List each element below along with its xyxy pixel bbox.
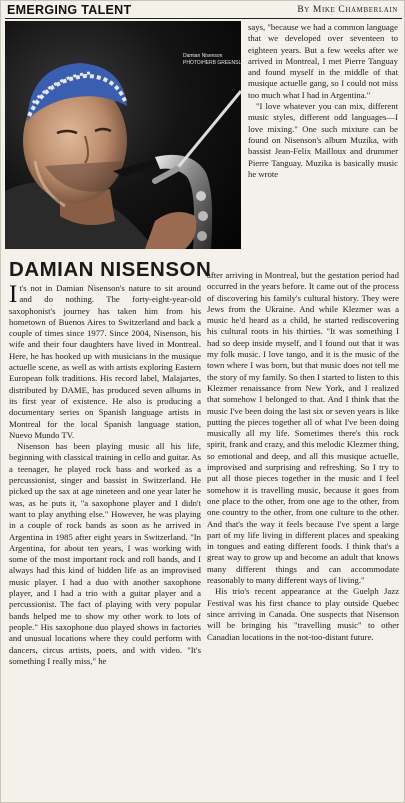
paragraph: His trio's recent appearance at the Guelph Jazz Festival was his first chance to play outside Quebec since arriving in Canada. One suspects that Nisenson will be bringing his "travelling music" to other Canadian locations in the not-too-distant future.	[207, 586, 399, 642]
portrait-photo	[5, 21, 252, 249]
paragraph	[9, 283, 201, 441]
paragraph: says, "because we had a common language that we developed over seventeen to eighteen years. But a few weeks after we arrived in Montreal, I met Pierre Tanguay and found myself in the middle of that musique actuelle gang, so I could not miss too much what I had in Argentina."	[248, 22, 398, 100]
article-column-left	[9, 283, 201, 799]
photo-caption-credit: PHOTO/HERB GREENSLADE	[183, 59, 252, 66]
article-column-top-right	[248, 22, 398, 268]
paragraph: after arriving in Montreal, but the gestation period had occurred in the years before. It came out of the process of discovering his family's cultural history. They were Jews from the Ukraine. And while Klezmer was a music he'd heard as a child, he started rediscovering his cultural roots in his thirties. "It was something I had so deep inside myself, and I found out that it was my folk music. I love tango, and it is the music of the town where I was born, but that music does not tell me the story of my family. So then I started to listen to this Klezmer renaissance from New York, and I realized that somehow I belonged to that. And I think that the music I've been doing the last six or seven years is like putting the pieces together all of what I've been doing musically all my life. Sometimes there's this rock spirit, frank and crazy, and this melodic Klezmer thing, so emotional and deep, and all this musique actuelle, improvised and surprising and refreshing. So I try to put all those pieces together in the music and I feel somehow it is travelling music, because it goes from one place to the other, from one age to the other, from one country to the other, from one culture to the other. And that's the way it feels because I've spent a large part of my life living in different places and speaking in tongues and eating different foods. I think that's a great way to grow up and become an adult that knows many different things and can accommodate reasonably to many different ways of living."	[207, 270, 399, 586]
section-title: EMERGING TALENT	[7, 3, 132, 17]
article-title: DAMIAN NISENSON	[9, 258, 212, 281]
photo-caption	[183, 53, 253, 66]
page-header	[5, 3, 402, 19]
byline: By Mike Chamberlain	[297, 5, 398, 15]
drop-cap: I	[9, 281, 18, 308]
paragraph: Nisenson has been playing music all his life, beginning with classical training in cello and guitar. As a teenager, he played rock bass and worked as a percussionist, singer and bassist in Switzerland. He picked up the sax at age nineteen and one year later he was, as he puts it, "a saxophone player and I didn't want to play anything else." However, he was playing in a couple of rock bands as soon as he arrived in Argentina in 1985 after eight years in Switzerland. "In Argentina, for about ten years, I was working with some of the most important rock and roll bands, and I always had this kind of hidden life as an improvised music player. I had a duo with another saxophone player, and I had a trio with a guitar player and a percussionist. The fact of playing with very popular bands helped me to show my other work to lots of people." His saxophone duo played shows in factories and unusual locations where they could perform with dancers, circus artists, poets, and with video. "It's something I really miss," he	[9, 441, 201, 666]
article-column-right	[207, 270, 399, 799]
paragraph: "I love whatever you can mix, different music styles, different odd languages—I love mixing." One such mixture can be found on Nisenson's album Muzika, with bassist Jean-Felix Mailloux and drummer Pierre Tanguay. Muzika is basically music he wrote	[248, 101, 398, 179]
paragraph-text: t's not in Damian Nisenson's nature to sit around and do nothing. The forty-eight-year-old saxophonist's journey has taken him from his hometown of Buenos Aires to Switzerland and back a couple of times since 1977. Since 2004, Nisenson, his wife and their four daughters have lived in Montreal. Here, he has hooked up with musicians in the musique actuelle scene, as well as with artists exploring Eastern European folk traditions. His record label, Malajartes, distributed by DAME, has produced seven albums in its first year of existence. He also is producing a documentary series on Spanish language artists in Montreal for the local Spanish language station, Nuevo Mundo TV.	[9, 283, 201, 440]
photo-caption-name: Damian Nisenson	[183, 53, 223, 59]
